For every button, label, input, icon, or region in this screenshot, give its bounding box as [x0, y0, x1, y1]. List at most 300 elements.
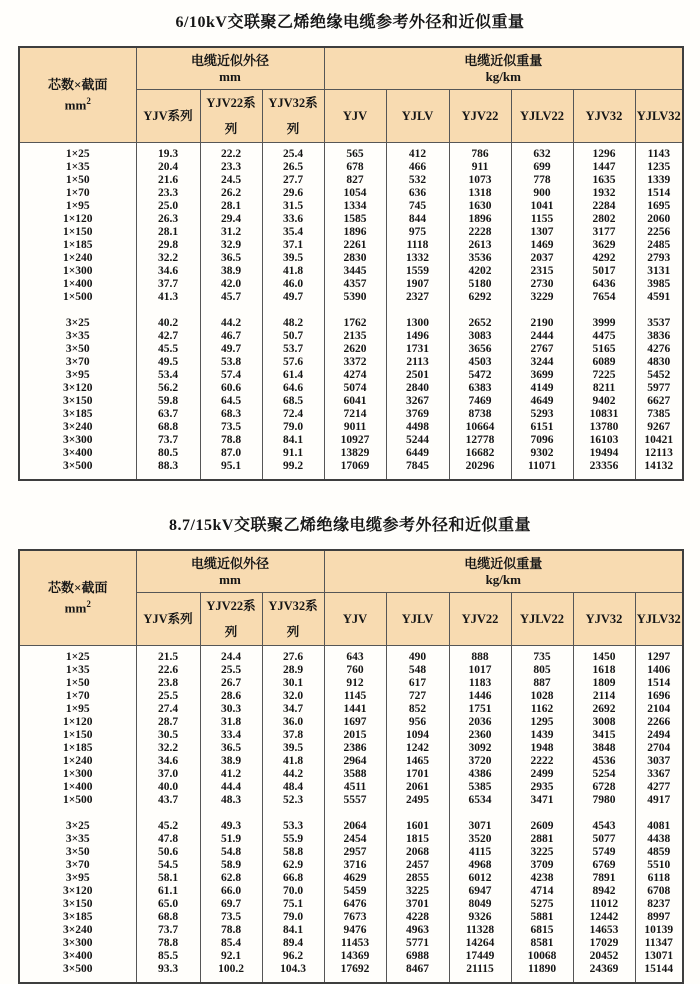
- value-cell: 1439: [511, 729, 573, 742]
- header-series-yjv22-xilie: YJV22系列: [200, 90, 262, 143]
- value-cell: 2327: [386, 291, 449, 304]
- value-cell: 1143: [635, 143, 683, 162]
- value-cell: 3267: [386, 395, 449, 408]
- table-row: [19, 950, 683, 963]
- value-cell: 3629: [573, 239, 635, 252]
- value-cell: 51.9: [200, 833, 262, 846]
- value-cell: 62.9: [262, 859, 324, 872]
- row-label-cell: 1×120: [19, 716, 136, 729]
- value-cell: 91.1: [262, 447, 324, 460]
- value-cell: 5275: [511, 898, 573, 911]
- value-cell: 636: [386, 187, 449, 200]
- value-cell: 43.7: [136, 794, 200, 807]
- header-series-yjv22: YJV22: [449, 90, 511, 143]
- value-cell: 466: [386, 161, 449, 174]
- row-label-cell: 1×300: [19, 768, 136, 781]
- value-cell: 49.7: [200, 343, 262, 356]
- table-row: [19, 846, 683, 859]
- value-cell: 6436: [573, 278, 635, 291]
- value-cell: 73.7: [136, 924, 200, 937]
- value-cell: 5254: [573, 768, 635, 781]
- value-cell: 25.5: [136, 690, 200, 703]
- value-cell: 58.1: [136, 872, 200, 885]
- header-series-yjlv22: YJLV22: [511, 90, 573, 143]
- value-cell: 2114: [573, 690, 635, 703]
- value-cell: [573, 304, 635, 317]
- value-cell: 7225: [573, 369, 635, 382]
- value-cell: 6151: [511, 421, 573, 434]
- row-label-cell: 1×35: [19, 664, 136, 677]
- table-row: [19, 369, 683, 382]
- value-cell: 78.8: [200, 434, 262, 447]
- value-cell: 6988: [386, 950, 449, 963]
- value-cell: 54.5: [136, 859, 200, 872]
- value-cell: 73.5: [200, 911, 262, 924]
- table-row: [19, 833, 683, 846]
- value-cell: 6012: [449, 872, 511, 885]
- value-cell: 17692: [324, 963, 386, 983]
- value-cell: 1242: [386, 742, 449, 755]
- value-cell: 2068: [386, 846, 449, 859]
- value-cell: 29.6: [262, 187, 324, 200]
- value-cell: 87.0: [200, 447, 262, 460]
- value-cell: 8211: [573, 382, 635, 395]
- value-cell: 4830: [635, 356, 683, 369]
- header-series-yjlv32: YJLV32: [635, 90, 683, 143]
- value-cell: 1585: [324, 213, 386, 226]
- table-title-6-10kv: 6/10kV交联聚乙烯绝缘电缆参考外径和近似重量: [175, 14, 525, 31]
- header-core-section: [19, 550, 136, 646]
- row-label-cell: 3×240: [19, 924, 136, 937]
- header-series-yjv-xilie: YJV系列: [136, 90, 200, 143]
- value-cell: 3709: [511, 859, 573, 872]
- value-cell: 887: [511, 677, 573, 690]
- value-cell: [262, 304, 324, 317]
- value-cell: 2104: [635, 703, 683, 716]
- row-label-cell: 3×70: [19, 356, 136, 369]
- row-label-cell: 3×300: [19, 434, 136, 447]
- value-cell: 1601: [386, 820, 449, 833]
- value-cell: 2315: [511, 265, 573, 278]
- table-row: [19, 460, 683, 480]
- row-label-cell: [19, 304, 136, 317]
- value-cell: 8581: [511, 937, 573, 950]
- value-cell: 2501: [386, 369, 449, 382]
- table-row: [19, 395, 683, 408]
- value-cell: 3367: [635, 768, 683, 781]
- row-label-cell: 1×185: [19, 239, 136, 252]
- value-cell: 532: [386, 174, 449, 187]
- value-cell: 912: [324, 677, 386, 690]
- value-cell: 31.8: [200, 716, 262, 729]
- value-cell: 1447: [573, 161, 635, 174]
- value-cell: 37.1: [262, 239, 324, 252]
- value-cell: 84.1: [262, 924, 324, 937]
- value-cell: 3244: [511, 356, 573, 369]
- row-label-cell: 1×25: [19, 646, 136, 665]
- value-cell: 5510: [635, 859, 683, 872]
- value-cell: [449, 807, 511, 820]
- table-row: [19, 343, 683, 356]
- value-cell: 1695: [635, 200, 683, 213]
- value-cell: 1932: [573, 187, 635, 200]
- table-row: [19, 434, 683, 447]
- value-cell: 24369: [573, 963, 635, 983]
- value-cell: 2499: [511, 768, 573, 781]
- value-cell: 32.2: [136, 742, 200, 755]
- value-cell: 3716: [324, 859, 386, 872]
- value-cell: 643: [324, 646, 386, 665]
- core-section-label: 芯数×截面: [48, 579, 108, 595]
- table-row: [19, 174, 683, 187]
- value-cell: 23.3: [200, 161, 262, 174]
- value-cell: 3225: [511, 846, 573, 859]
- value-cell: 49.5: [136, 356, 200, 369]
- header-group-diameter: 电缆近似外径 mm: [136, 550, 324, 593]
- value-cell: 13829: [324, 447, 386, 460]
- value-cell: 25.4: [262, 143, 324, 162]
- value-cell: 2652: [449, 317, 511, 330]
- value-cell: 4498: [386, 421, 449, 434]
- value-cell: 2957: [324, 846, 386, 859]
- value-cell: 11071: [511, 460, 573, 480]
- value-cell: 6041: [324, 395, 386, 408]
- value-cell: 38.9: [200, 265, 262, 278]
- value-cell: 41.8: [262, 755, 324, 768]
- value-cell: 52.3: [262, 794, 324, 807]
- value-cell: 48.2: [262, 317, 324, 330]
- value-cell: 21.5: [136, 646, 200, 665]
- header-series-yjv32: YJV32: [573, 90, 635, 143]
- value-cell: 1041: [511, 200, 573, 213]
- value-cell: 41.2: [200, 768, 262, 781]
- value-cell: 2284: [573, 200, 635, 213]
- value-cell: 5244: [386, 434, 449, 447]
- value-cell: [635, 304, 683, 317]
- value-cell: 25.0: [136, 200, 200, 213]
- value-cell: 66.8: [262, 872, 324, 885]
- value-cell: 40.0: [136, 781, 200, 794]
- value-cell: 3471: [511, 794, 573, 807]
- value-cell: 2454: [324, 833, 386, 846]
- value-cell: 8942: [573, 885, 635, 898]
- value-cell: 8467: [386, 963, 449, 983]
- row-label-cell: [19, 807, 136, 820]
- value-cell: 37.0: [136, 768, 200, 781]
- value-cell: 1235: [635, 161, 683, 174]
- value-cell: 88.3: [136, 460, 200, 480]
- value-cell: 6476: [324, 898, 386, 911]
- value-cell: 1339: [635, 174, 683, 187]
- value-cell: 3037: [635, 755, 683, 768]
- value-cell: 2457: [386, 859, 449, 872]
- value-cell: 4917: [635, 794, 683, 807]
- table-row: [19, 729, 683, 742]
- table-row: [19, 200, 683, 213]
- value-cell: 3229: [511, 291, 573, 304]
- row-label-cell: 3×400: [19, 950, 136, 963]
- value-cell: 2935: [511, 781, 573, 794]
- value-cell: [136, 807, 200, 820]
- value-cell: 92.1: [200, 950, 262, 963]
- value-cell: 7673: [324, 911, 386, 924]
- value-cell: 45.5: [136, 343, 200, 356]
- value-cell: 5452: [635, 369, 683, 382]
- value-cell: 1907: [386, 278, 449, 291]
- value-cell: 28.9: [262, 664, 324, 677]
- value-cell: 3083: [449, 330, 511, 343]
- value-cell: 42.7: [136, 330, 200, 343]
- value-cell: 27.4: [136, 703, 200, 716]
- value-cell: 6769: [573, 859, 635, 872]
- value-cell: 49.3: [200, 820, 262, 833]
- value-cell: 48.3: [200, 794, 262, 807]
- value-cell: 24.4: [200, 646, 262, 665]
- value-cell: 20.4: [136, 161, 200, 174]
- header-group-weight: 电缆近似重量 kg/km: [324, 47, 683, 90]
- header-series-yjv32-xilie: YJV32系列: [262, 90, 324, 143]
- value-cell: 62.8: [200, 872, 262, 885]
- value-cell: 2485: [635, 239, 683, 252]
- value-cell: 1514: [635, 677, 683, 690]
- value-cell: 1896: [324, 226, 386, 239]
- value-cell: 4081: [635, 820, 683, 833]
- table-row: [19, 755, 683, 768]
- value-cell: 1630: [449, 200, 511, 213]
- value-cell: 3848: [573, 742, 635, 755]
- table-row: [19, 291, 683, 304]
- value-cell: 69.7: [200, 898, 262, 911]
- value-cell: 1296: [573, 143, 635, 162]
- value-cell: 412: [386, 143, 449, 162]
- value-cell: 900: [511, 187, 573, 200]
- value-cell: 8049: [449, 898, 511, 911]
- value-cell: 11012: [573, 898, 635, 911]
- row-label-cell: 1×35: [19, 161, 136, 174]
- value-cell: 2113: [386, 356, 449, 369]
- value-cell: 4536: [573, 755, 635, 768]
- value-cell: 7654: [573, 291, 635, 304]
- value-cell: 2494: [635, 729, 683, 742]
- value-cell: 73.7: [136, 434, 200, 447]
- value-cell: 13780: [573, 421, 635, 434]
- value-cell: 22.6: [136, 664, 200, 677]
- value-cell: 6947: [449, 885, 511, 898]
- value-cell: [200, 807, 262, 820]
- value-cell: 4629: [324, 872, 386, 885]
- table-row: [19, 213, 683, 226]
- value-cell: 7214: [324, 408, 386, 421]
- row-label-cell: 3×185: [19, 408, 136, 421]
- value-cell: 61.1: [136, 885, 200, 898]
- value-cell: 10139: [635, 924, 683, 937]
- value-cell: 64.5: [200, 395, 262, 408]
- value-cell: 4276: [635, 343, 683, 356]
- value-cell: 78.8: [136, 937, 200, 950]
- value-cell: 9011: [324, 421, 386, 434]
- value-cell: 1017: [449, 664, 511, 677]
- value-cell: 2495: [386, 794, 449, 807]
- header-group-weight: 电缆近似重量 kg/km: [324, 550, 683, 593]
- value-cell: 4714: [511, 885, 573, 898]
- value-cell: 14369: [324, 950, 386, 963]
- value-cell: 89.4: [262, 937, 324, 950]
- value-cell: 7385: [635, 408, 683, 421]
- value-cell: 104.3: [262, 963, 324, 983]
- value-cell: 58.8: [262, 846, 324, 859]
- value-cell: 1318: [449, 187, 511, 200]
- row-label-cell: 1×150: [19, 226, 136, 239]
- value-cell: 44.2: [200, 317, 262, 330]
- value-cell: 852: [386, 703, 449, 716]
- value-cell: 26.5: [262, 161, 324, 174]
- value-cell: 4968: [449, 859, 511, 872]
- row-label-cell: 1×50: [19, 677, 136, 690]
- row-label-cell: 3×25: [19, 820, 136, 833]
- value-cell: 4228: [386, 911, 449, 924]
- table-row: [19, 646, 683, 665]
- table-row: [19, 356, 683, 369]
- value-cell: 29.8: [136, 239, 200, 252]
- value-cell: 70.0: [262, 885, 324, 898]
- value-cell: 1618: [573, 664, 635, 677]
- value-cell: 786: [449, 143, 511, 162]
- value-cell: 1514: [635, 187, 683, 200]
- value-cell: 5385: [449, 781, 511, 794]
- value-cell: [573, 807, 635, 820]
- table-row: [19, 278, 683, 291]
- value-cell: 85.5: [136, 950, 200, 963]
- value-cell: [386, 304, 449, 317]
- value-cell: 975: [386, 226, 449, 239]
- value-cell: 93.3: [136, 963, 200, 983]
- value-cell: 3701: [386, 898, 449, 911]
- value-cell: 29.4: [200, 213, 262, 226]
- value-cell: 1809: [573, 677, 635, 690]
- value-cell: 22.2: [200, 143, 262, 162]
- value-cell: 4543: [573, 820, 635, 833]
- value-cell: 28.7: [136, 716, 200, 729]
- value-cell: 28.1: [200, 200, 262, 213]
- value-cell: 4274: [324, 369, 386, 382]
- value-cell: 3699: [511, 369, 573, 382]
- table-row: [19, 703, 683, 716]
- value-cell: 53.7: [262, 343, 324, 356]
- table-body: [19, 646, 683, 984]
- value-cell: 19494: [573, 447, 635, 460]
- value-cell: 1731: [386, 343, 449, 356]
- value-cell: 699: [511, 161, 573, 174]
- core-section-unit: $mm^2$: [64, 598, 91, 616]
- value-cell: 490: [386, 646, 449, 665]
- value-cell: 4292: [573, 252, 635, 265]
- table-row: [19, 239, 683, 252]
- value-cell: 96.2: [262, 950, 324, 963]
- row-label-cell: 3×185: [19, 911, 136, 924]
- table-row: [19, 872, 683, 885]
- value-cell: 6708: [635, 885, 683, 898]
- value-cell: 11347: [635, 937, 683, 950]
- value-cell: 911: [449, 161, 511, 174]
- value-cell: 21115: [449, 963, 511, 983]
- header-series-yjv22: YJV22: [449, 593, 511, 646]
- value-cell: 33.4: [200, 729, 262, 742]
- value-cell: 4503: [449, 356, 511, 369]
- value-cell: 12113: [635, 447, 683, 460]
- header-group-row: [19, 550, 683, 593]
- value-cell: 6383: [449, 382, 511, 395]
- row-label-cell: 3×70: [19, 859, 136, 872]
- value-cell: 844: [386, 213, 449, 226]
- value-cell: 2767: [511, 343, 573, 356]
- value-cell: 5074: [324, 382, 386, 395]
- value-cell: 37.7: [136, 278, 200, 291]
- value-cell: 1696: [635, 690, 683, 703]
- value-cell: 1028: [511, 690, 573, 703]
- table-row: [19, 161, 683, 174]
- row-label-cell: 1×150: [19, 729, 136, 742]
- value-cell: 3588: [324, 768, 386, 781]
- value-cell: 548: [386, 664, 449, 677]
- value-cell: 4963: [386, 924, 449, 937]
- value-cell: 2613: [449, 239, 511, 252]
- value-cell: 4859: [635, 846, 683, 859]
- value-cell: 32.2: [136, 252, 200, 265]
- table-row: [19, 421, 683, 434]
- value-cell: 1896: [449, 213, 511, 226]
- row-label-cell: 3×500: [19, 460, 136, 480]
- value-cell: 7469: [449, 395, 511, 408]
- value-cell: 617: [386, 677, 449, 690]
- value-cell: 1815: [386, 833, 449, 846]
- value-cell: [386, 807, 449, 820]
- value-cell: 68.5: [262, 395, 324, 408]
- row-label-cell: 1×120: [19, 213, 136, 226]
- value-cell: 1155: [511, 213, 573, 226]
- value-cell: 5390: [324, 291, 386, 304]
- value-cell: 79.0: [262, 911, 324, 924]
- row-label-cell: 3×150: [19, 395, 136, 408]
- row-label-cell: 1×95: [19, 703, 136, 716]
- value-cell: 1183: [449, 677, 511, 690]
- value-cell: 72.4: [262, 408, 324, 421]
- value-cell: 2855: [386, 872, 449, 885]
- table-row: [19, 963, 683, 983]
- value-cell: 1701: [386, 768, 449, 781]
- value-cell: 20296: [449, 460, 511, 480]
- table-row: [19, 226, 683, 239]
- value-cell: 36.0: [262, 716, 324, 729]
- value-cell: 1300: [386, 317, 449, 330]
- value-cell: 12778: [449, 434, 511, 447]
- table-row: [19, 768, 683, 781]
- value-cell: 1559: [386, 265, 449, 278]
- value-cell: 1334: [324, 200, 386, 213]
- value-cell: 4202: [449, 265, 511, 278]
- core-section-label: 芯数×截面: [48, 76, 108, 92]
- value-cell: 10664: [449, 421, 511, 434]
- value-cell: 44.2: [262, 768, 324, 781]
- value-cell: 14132: [635, 460, 683, 480]
- section-6-10kv: [0, 9, 700, 481]
- value-cell: 26.2: [200, 187, 262, 200]
- table-row: [19, 924, 683, 937]
- value-cell: 53.3: [262, 820, 324, 833]
- value-cell: 3415: [573, 729, 635, 742]
- value-cell: 5017: [573, 265, 635, 278]
- table-row: [19, 664, 683, 677]
- value-cell: 73.5: [200, 421, 262, 434]
